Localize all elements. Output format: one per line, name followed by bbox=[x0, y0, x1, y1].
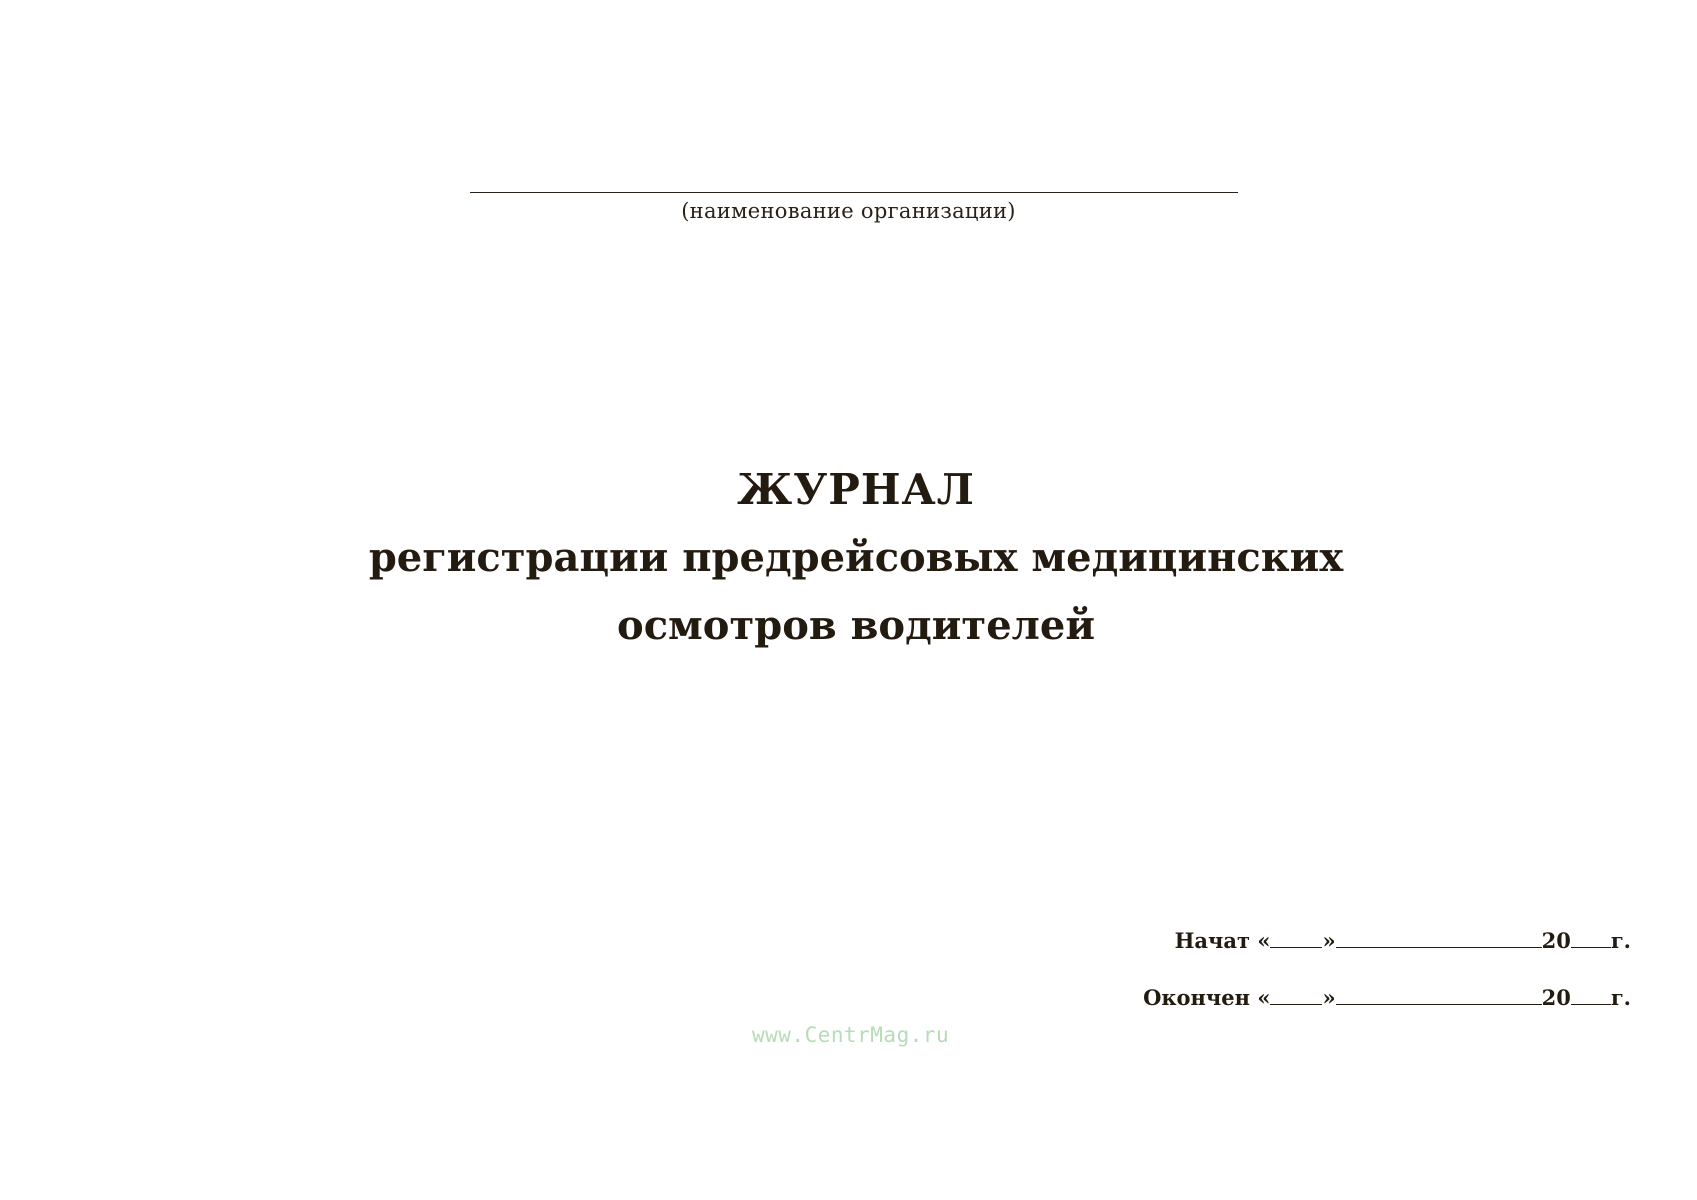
started-year-prefix: 20 bbox=[1541, 928, 1571, 953]
organization-caption: (наименование организации) bbox=[681, 199, 1016, 223]
finished-year-suffix: г. bbox=[1610, 985, 1631, 1010]
started-close-quote: » bbox=[1322, 928, 1336, 953]
finished-open-quote: « bbox=[1257, 985, 1271, 1010]
started-month-blank bbox=[1336, 929, 1542, 948]
title-line-1: ЖУРНАЛ bbox=[737, 465, 975, 514]
started-day-blank bbox=[1270, 929, 1322, 948]
finished-year-prefix: 20 bbox=[1541, 985, 1571, 1010]
title-line-3: осмотров водителей bbox=[617, 602, 1095, 649]
finished-day-blank bbox=[1270, 986, 1322, 1005]
started-year-blank bbox=[1571, 929, 1611, 948]
finished-month-blank bbox=[1336, 986, 1542, 1005]
started-year-suffix: г. bbox=[1610, 928, 1631, 953]
finished-date-row bbox=[1143, 985, 1631, 1010]
started-date-row bbox=[1175, 928, 1631, 953]
finished-label: Окончен bbox=[1143, 985, 1251, 1010]
website-watermark: www.CentrMag.ru bbox=[752, 1023, 950, 1047]
finished-close-quote: » bbox=[1322, 985, 1336, 1010]
title-line-2: регистрации предрейсовых медицинских bbox=[368, 534, 1344, 581]
started-open-quote: « bbox=[1257, 928, 1271, 953]
organization-name-line bbox=[470, 192, 1238, 193]
finished-year-blank bbox=[1571, 986, 1611, 1005]
started-label: Начат bbox=[1174, 928, 1251, 953]
journal-title bbox=[0, 456, 1697, 660]
